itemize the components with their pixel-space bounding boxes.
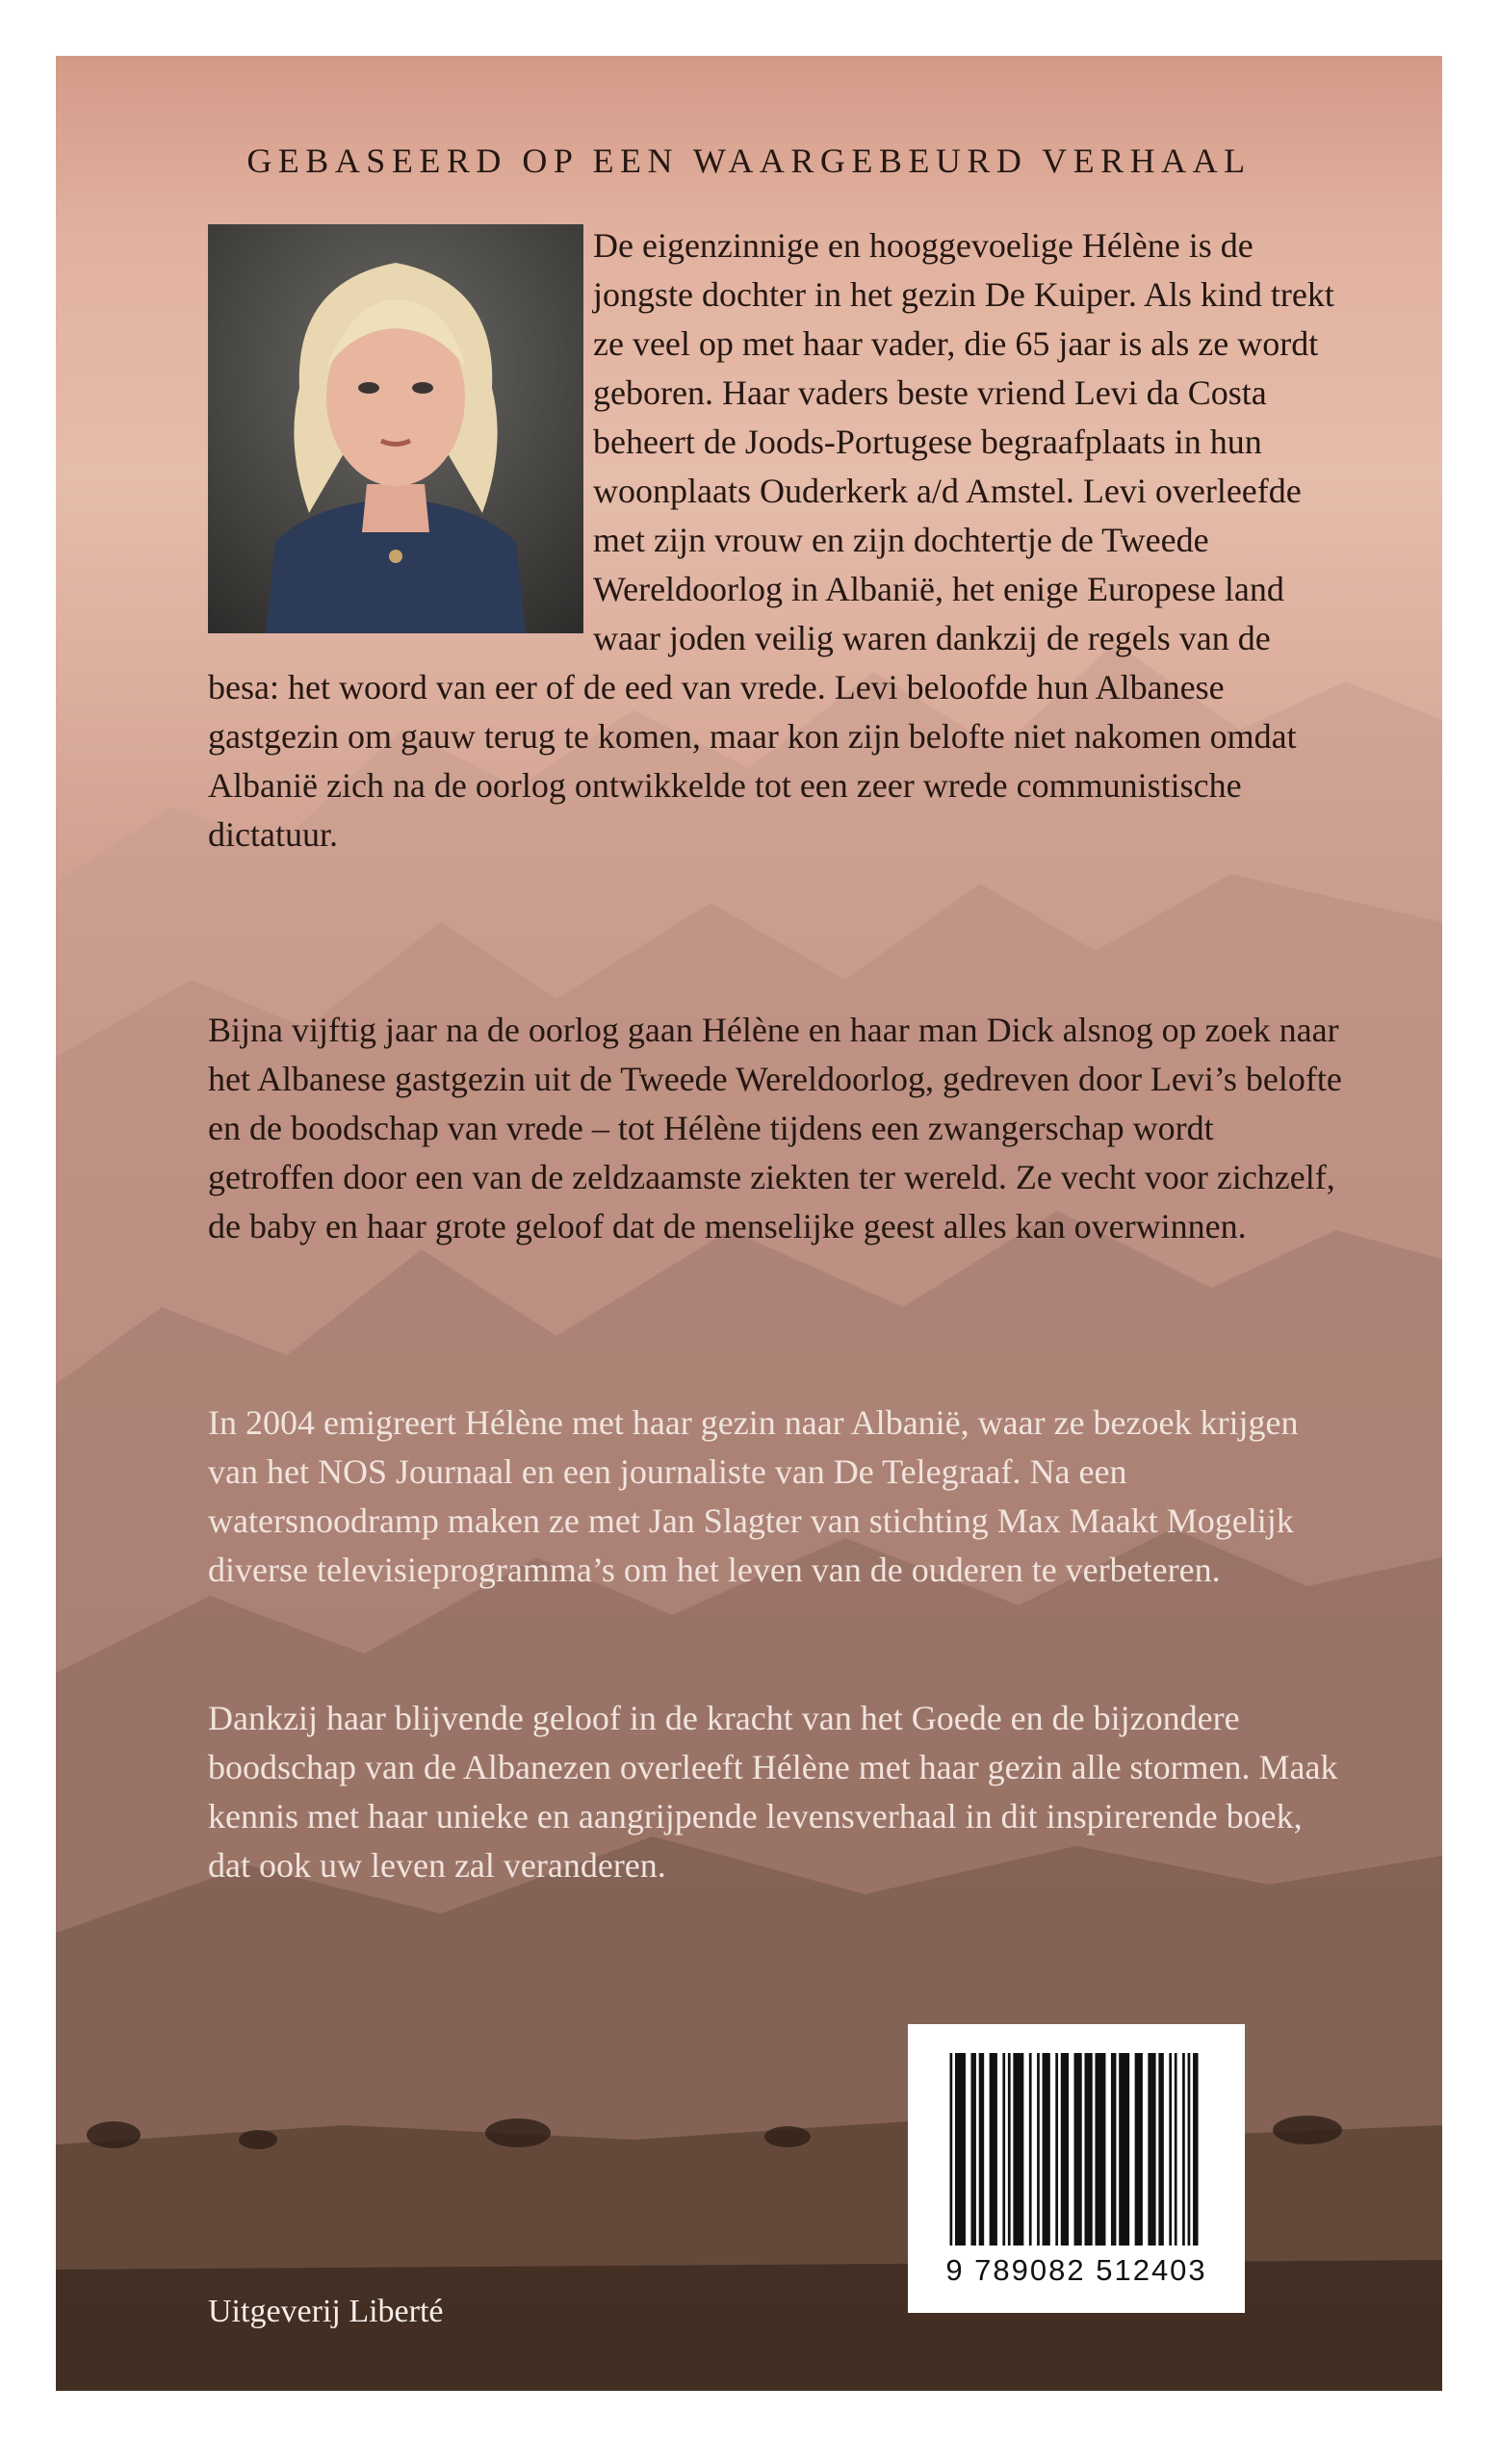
intro-paragraph (208, 221, 1344, 860)
barcode-bar (1008, 2053, 1011, 2246)
barcode-bar (1135, 2053, 1143, 2246)
barcode-bar (1043, 2053, 1050, 2246)
barcode-bar (1182, 2053, 1185, 2246)
cover-heading: GEBASEERD OP EEN WAARGEBEURD VERHAAL (246, 141, 1252, 180)
barcode-bar (1119, 2053, 1129, 2246)
barcode-bar (1055, 2053, 1058, 2246)
barcode-bar (1013, 2053, 1023, 2246)
barcode-bar (1029, 2053, 1032, 2246)
barcode-icon (944, 2053, 1214, 2246)
barcode-bar (1175, 2053, 1177, 2246)
barcode-bar (1095, 2053, 1105, 2246)
barcode-bar (1188, 2053, 1191, 2246)
barcode-bar (1037, 2053, 1040, 2246)
photo-text-wrap-spacer (208, 221, 593, 615)
emigration-paragraph: In 2004 emigreert Hélène met haar gezin naar Albanië, waar ze bezoek krijgen van het NOS Journaal en een journaliste van De Telegraaf. Na een watersnoodramp maken ze met Jan Slagter van stichting Max Maakt Mogelijk diverse televisieprogramma’s om het leven van de ouderen te verbeteren. (208, 1403, 1299, 1589)
story-paragraph: Bijna vijftig jaar na de oorlog gaan Hélène en haar man Dick alsnog op zoek naar het Albanese gastgezin uit de Tweede Wereldoorlog, gedreven door Levi’s belofte en de boodschap van vrede – tot Hélène tijdens een zwangerschap wordt getroffen door een van de zeldzaamste ziekten ter wereld. Ze vecht voor zichzelf, de baby en haar grote geloof dat de menselijke geest alles kan overwinnen. (208, 1011, 1342, 1245)
barcode-bar (1148, 2053, 1155, 2246)
isbn-barcode (908, 2024, 1245, 2313)
barcode-bar (1061, 2053, 1069, 2246)
barcode-bar (970, 2053, 975, 2246)
barcode-bar (1169, 2053, 1172, 2246)
barcode-bar (1074, 2053, 1082, 2246)
barcode-bar (955, 2053, 966, 2246)
intro-paragraph-text: De eigenzinnige en hooggevoelige Hélène is de jongste dochter in het gezin De Kuiper. Als kind trekt ze veel op met haar vader, die 65 jaar is als ze wordt geboren. Haar vaders beste vriend Levi da Costa beheert de Joods-Portugese begraafplaats in hun woonplaats Ouderkerk a/d Amstel. Levi overleefde met zijn vrouw en zijn dochtertje de Tweede Wereldoorlog in Albanië, het enige Europese land waar joden veilig waren dankzij de regels van de besa: het woord van eer of de eed van vrede. Levi beloofde hun Albanese gastgezin om gauw terug te komen, maar kon zijn belofte niet nakomen omdat Albanië zich na de oorlog ontwikkelde tot een zeer wrede communistische dictatuur. (208, 226, 1334, 854)
barcode-bar (1193, 2053, 1198, 2246)
closing-paragraph: Dankzij haar blijvende geloof in de kracht van het Goede en de bijzondere boodschap van de Albanezen overleeft Hélène met haar gezin alle stormen. Maak kennis met haar unieke en aangrijpende levensverhaal in dit inspirerende boek, dat ook uw leven zal veranderen. (208, 1699, 1338, 1885)
barcode-bar (1111, 2053, 1116, 2246)
barcode-bar (1084, 2053, 1092, 2246)
barcode-bar (990, 2053, 997, 2246)
isbn-number: 9 789082 512403 (945, 2253, 1207, 2287)
book-back-cover (56, 56, 1442, 2391)
barcode-bar (979, 2053, 984, 2246)
publisher-name: Uitgeverij Liberté (208, 2294, 444, 2329)
barcode-bar (949, 2053, 952, 2246)
barcode-bar (1158, 2053, 1163, 2246)
barcode-bar (1002, 2053, 1005, 2246)
